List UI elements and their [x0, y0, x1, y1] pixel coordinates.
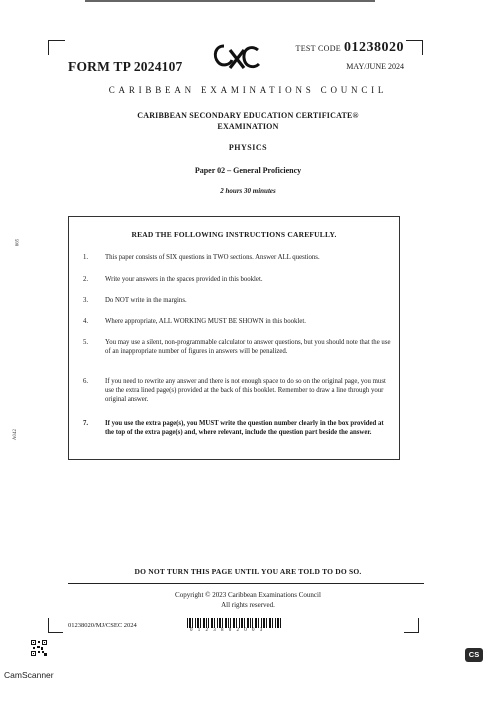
instruction-text: Where appropriate, ALL WORKING MUST BE SHOWN in this booklet. [105, 318, 306, 325]
margin-label-lower: A042 [13, 428, 19, 441]
exam-duration: 2 hours 30 minutes [220, 187, 276, 195]
instruction-item [83, 253, 391, 262]
corner-mark-bottom-right [404, 618, 419, 633]
camscanner-watermark: CamScanner [4, 670, 54, 680]
paper-title: Paper 02 – General Proficiency [194, 166, 302, 175]
margin-label-upper: 665 [15, 238, 21, 247]
subject-title: PHYSICS [228, 143, 268, 152]
instruction-number: 1. [83, 254, 89, 261]
cxc-logo-icon [210, 42, 262, 74]
instruction-text: This paper consists of SIX questions in TWO sections. Answer ALL questions. [105, 254, 320, 261]
test-code-label: TEST CODE [295, 44, 341, 53]
instruction-number: 5. [83, 339, 89, 346]
form-number: FORM TP 2024107 [68, 59, 183, 74]
instruction-item [83, 317, 391, 326]
instruction-text: If you use the extra page(s), you MUST write the question number clearly in the box provided at the top of the extra page(s) and, where relevant, include the question part beside the answer. [105, 420, 384, 436]
instruction-number: 2. [83, 276, 89, 283]
copyright-line: Copyright © 2023 Caribbean Examinations Council [175, 591, 321, 599]
test-code-value: 01238020 [344, 40, 404, 55]
instruction-number: 6. [83, 378, 89, 385]
scan-top-edge [85, 0, 375, 2]
instruction-number: 7. [83, 420, 89, 427]
barcode-icon [187, 618, 281, 628]
instruction-text: If you need to rewrite any answer and there is not enough space to do so on the original page, you must use the extra lined page(s) provided at the back of this booklet. Remember to draw a line through your original answer. [105, 378, 386, 403]
instruction-item [83, 338, 391, 356]
test-code [296, 40, 404, 56]
qr-code-icon [31, 640, 47, 656]
instruction-number: 3. [83, 297, 89, 304]
instruction-text: You may use a silent, non-programmable calculator to answer questions, but you should note that the use of an inappropriate number of figures in answers will be penalized. [105, 339, 391, 355]
copyright-block [0, 590, 496, 610]
corner-mark-bottom-left [48, 618, 63, 633]
instructions-box [68, 216, 400, 460]
camscanner-badge: CS [465, 648, 483, 662]
instruction-text: Do NOT write in the margins. [105, 297, 187, 304]
do-not-turn-warning: DO NOT TURN THIS PAGE UNTIL YOU ARE TOLD TO DO SO. [134, 567, 362, 576]
exam-sitting: MAY/JUNE 2024 [346, 62, 404, 71]
instruction-item [83, 296, 391, 305]
rights-line: All rights reserved. [221, 601, 275, 609]
exam-title [0, 110, 496, 132]
footer-code: 01238020/MJ/CSEC 2024 [68, 622, 137, 629]
instruction-item [83, 419, 391, 437]
instruction-item [83, 275, 391, 284]
instruction-item [83, 377, 391, 404]
corner-mark-top-left [48, 40, 65, 55]
instruction-number: 4. [83, 318, 89, 325]
barcode-number: 0 1 2 3 8 0 2 0 0 3 [190, 628, 265, 633]
council-name: CARIBBEAN EXAMINATIONS COUNCIL [108, 85, 388, 95]
footer-rule [68, 583, 424, 584]
instructions-title: READ THE FOLLOWING INSTRUCTIONS CAREFULLY. [131, 230, 337, 239]
instruction-text: Write your answers in the spaces provided in this booklet. [105, 276, 263, 283]
corner-mark-top-right [406, 40, 423, 55]
exam-title-line-2: EXAMINATION [217, 122, 279, 131]
exam-title-line-1: CARIBBEAN SECONDARY EDUCATION CERTIFICATE® [137, 111, 359, 120]
